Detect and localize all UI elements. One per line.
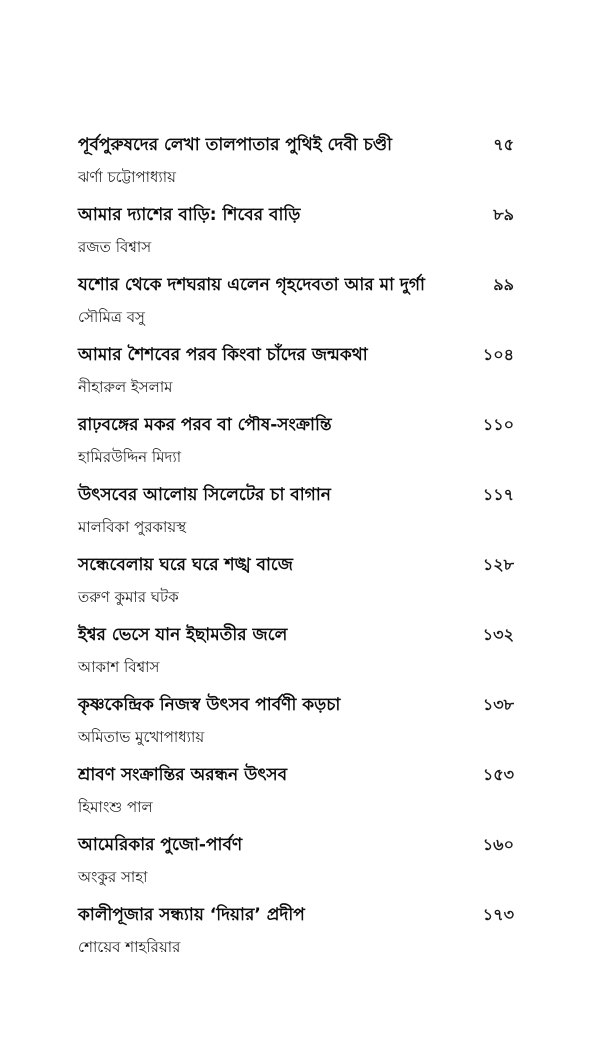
toc-entry[interactable]	[78, 198, 514, 268]
entry-author: নীহারুল ইসলাম	[78, 378, 173, 396]
toc-entry[interactable]	[78, 548, 514, 618]
toc-entry[interactable]	[78, 478, 514, 548]
entry-page-number: ১২৮	[482, 555, 514, 574]
entry-author: অংকুর সাহা	[78, 868, 148, 886]
entry-page-number: ১০৪	[482, 345, 514, 364]
entry-title: আমার দ্যাশের বাড়ি: শিবের বাড়ি	[78, 205, 301, 225]
entry-title: পূর্বপুরুষদের লেখা তালপাতার পুথিই দেবী চণ্ডী	[78, 135, 393, 155]
toc-entry[interactable]	[78, 408, 514, 478]
entry-page-number: ১৩৮	[482, 695, 514, 714]
toc-entry[interactable]	[78, 618, 514, 688]
entry-author: আকাশ বিশ্বাস	[78, 658, 160, 676]
entry-author: তরুণ কুমার ঘটক	[78, 588, 179, 606]
entry-page-number: ৭৫	[493, 135, 514, 154]
entry-title: সন্ধেবেলায় ঘরে ঘরে শঙ্খ বাজে	[78, 555, 293, 575]
table-of-contents	[78, 128, 514, 968]
entry-title: আমার শৈশবের পরব কিংবা চাঁদের জন্মকথা	[78, 345, 368, 365]
toc-entry[interactable]	[78, 338, 514, 408]
entry-title: কালীপূজার সন্ধ্যায় ‘দিয়ার’ প্রদীপ	[78, 905, 305, 925]
entry-page-number: ১৩২	[482, 625, 514, 644]
entry-title: যশোর থেকে দশঘরায় এলেন গৃহদেবতা আর মা দুর্গা	[78, 275, 425, 295]
entry-page-number: ৮৯	[493, 205, 514, 224]
entry-author: ঝর্ণা চট্টোপাধ্যায়	[78, 168, 176, 186]
entry-author: অমিতাভ মুখোপাধ্যায়	[78, 728, 205, 746]
toc-entry[interactable]	[78, 898, 514, 968]
entry-page-number: ১১০	[482, 415, 514, 434]
entry-title: উৎসবের আলোয় সিলেটের চা বাগান	[78, 485, 331, 505]
entry-page-number: ১৬০	[482, 835, 514, 854]
entry-title: রাঢ়বঙ্গের মকর পরব বা পৌষ-সংক্রান্তি	[78, 415, 332, 435]
entry-title: কৃষ্ণকেন্দ্রিক নিজস্ব উৎসব পার্বণী কড়চা	[78, 695, 341, 715]
entry-author: রজত বিশ্বাস	[78, 238, 152, 256]
entry-title: ইশ্বর ভেসে যান ইছামতীর জলে	[78, 625, 288, 645]
entry-title: শ্রাবণ সংক্রান্তির অরন্ধন উৎসব	[78, 765, 288, 785]
entry-page-number: ১৭৩	[482, 905, 514, 924]
entry-page-number: ৯৯	[493, 275, 514, 294]
toc-entry[interactable]	[78, 688, 514, 758]
entry-author: সৌমিত্র বসু	[78, 308, 145, 326]
entry-title: আমেরিকার পুজো-পার্বণ	[78, 835, 243, 855]
entry-author: মালবিকা পুরকায়স্থ	[78, 518, 187, 536]
toc-entry[interactable]	[78, 128, 514, 198]
toc-entry[interactable]	[78, 828, 514, 898]
toc-entry[interactable]	[78, 268, 514, 338]
entry-page-number: ১১৭	[482, 485, 514, 504]
entry-page-number: ১৫৩	[482, 765, 514, 784]
entry-author: হামিরউদ্দিন মিদ্যা	[78, 448, 182, 466]
toc-entry[interactable]	[78, 758, 514, 828]
entry-author: শোয়েব শাহরিয়ার	[78, 938, 181, 956]
entry-author: হিমাংশু পাল	[78, 798, 153, 816]
